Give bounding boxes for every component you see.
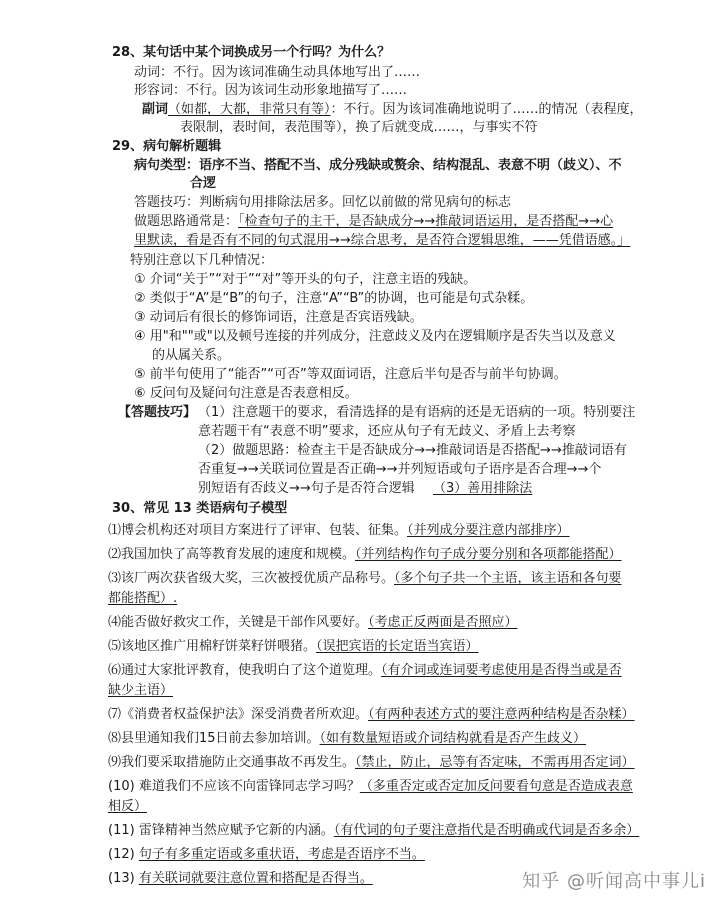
q29-case: ⑥ 反问句及疑问句注意是否表意相反。 bbox=[134, 386, 358, 401]
q30-item-sentence: (13) bbox=[108, 871, 139, 886]
q28-verb: 动词：不行。因为该词准确生动具体地写出了…… bbox=[134, 65, 421, 80]
q30-item bbox=[108, 522, 570, 540]
q28-adj: 形容词：不行。因为该词生动形象地描写了…… bbox=[134, 83, 408, 98]
q30-item-note-cont: 缺少主语） bbox=[108, 683, 174, 698]
q29-case-cont: 的从属关系。 bbox=[152, 348, 231, 363]
q30-item-sentence: ⑵我国加快了高等教育发展的速度和规模。 bbox=[108, 547, 356, 562]
q29-special-intro: 特别注意以下几种情况： bbox=[130, 253, 274, 268]
q30-item-sentence: ⑺《消费者权益保护法》深受消费者所欢迎。 bbox=[108, 707, 369, 722]
q30-item-sentence: ⑹通过大家批评教育，使我明白了这个道览理。 bbox=[108, 663, 382, 678]
q29-answer-last: （3）善用排除法 bbox=[432, 481, 533, 496]
q29-case: ④ 用"和""或"以及顿号连接的并列成分，注意歧义及内在逻辑顺序是否失当以及意义 bbox=[134, 329, 616, 344]
q30-item-note: （如有数量短语或介词结构就看是否产生歧义） bbox=[319, 731, 587, 746]
q30-item-sentence: ⑸该地区推广用棉籽饼菜籽饼喂猪。 bbox=[108, 639, 317, 654]
q30-item-sentence: (12) bbox=[108, 847, 139, 862]
q29-case: ① 介词“关于”“对于”“对”等开头的句子，注意主语的残缺。 bbox=[134, 272, 477, 287]
q29-tip: 答题技巧：判断病句用排除法居多。回忆以前做的常见病句的标志 bbox=[134, 195, 512, 210]
q30-item-sentence: (10) 难道我们不应该不向雷锋同志学习吗？ bbox=[108, 779, 360, 794]
q30-item bbox=[108, 614, 518, 632]
q29-types-line1: 病句类型：语序不当、搭配不当、成分残缺或赘余、结构混乱、表意不明（歧义）、不 bbox=[134, 158, 622, 173]
q30-item-note: （并列成分要注意内部排序） bbox=[407, 523, 570, 538]
q30-item-note: （多个句子共一个主语，该主语和各句要 bbox=[394, 571, 622, 586]
q30-item-note-cont: 都能搭配）. bbox=[108, 591, 178, 606]
q29-case: ⑤ 前半句使用了“能否”“可否”等双面词语，注意后半句是否与前半句协调。 bbox=[134, 367, 567, 382]
q30-item-note: （有代词的句子要注意指代是否明确或代词是否多余） bbox=[333, 823, 640, 838]
q30-item-note: （有介词或连词要考虑使用是否得当或是否 bbox=[381, 663, 622, 678]
q29-title: 29、病句解析题辑 bbox=[112, 139, 222, 154]
q30-item-sentence: ⑻县里通知我们15日前去参加培训。 bbox=[108, 731, 320, 746]
q30-item-sentence: ⑴博会机构还对项目方案进行了评审、包装、征集。 bbox=[108, 523, 408, 538]
watermark: 知乎 @听闻高中事儿i bbox=[522, 871, 706, 892]
q29-path-prefix: 做题思路通常是： bbox=[134, 214, 239, 229]
q29-case: ③ 动词后有很长的修饰词语，注意是否宾语残缺。 bbox=[134, 310, 423, 325]
q29-answer-line: 否重复→→关联词位置是否正确→→并列短语或句子语序是否合理→→个 bbox=[198, 462, 602, 477]
q29-answer-line bbox=[198, 480, 532, 498]
q30-item-sentence: ⑷能否做好救灾工作，关键是干部作风要好。 bbox=[108, 615, 369, 630]
q30-item-sentence: ⑶该厂两次获省级大奖，三次被授优质产品称号。 bbox=[108, 571, 395, 586]
q30-item-note: （禁止，防止，忌等有否定味，不需再用否定词） bbox=[355, 755, 635, 770]
q30-item-note: 句子有多重定语或多重状语，考虑是否语序不当。 bbox=[138, 847, 425, 862]
q29-case: ② 类似于“A”是“B”的句子，注意“A”“B”的协调，也可能是句式杂糅。 bbox=[134, 291, 534, 306]
q30-item-note-cont: 相反） bbox=[108, 799, 148, 814]
q29-answer-line: 意若题干有“表意不明”要求，还应从句子有无歧义、矛盾上去考察 bbox=[198, 424, 576, 439]
q29-path-text1: 「检查句子的主干，是否缺成分→→推敲词语运用，是否搭配→→心 bbox=[238, 214, 614, 229]
q30-item-sentence: (11) 雷锋精神当然应赋予它新的内涵。 bbox=[108, 823, 334, 838]
q30-item-note: （误把宾语的长定语当宾语） bbox=[316, 639, 479, 654]
q29-answer-line: （1）注意题干的要求，看清选择的是有语病的还是无语病的一项。特别要注 bbox=[198, 405, 636, 420]
q28-title: 28、某句话中某个词换成另一个行吗？为什么？ bbox=[112, 45, 391, 60]
q30-item bbox=[108, 822, 639, 840]
q30-item-note: （考虑正反两面是否照应） bbox=[368, 615, 518, 630]
q30-item bbox=[108, 754, 635, 772]
q30-item bbox=[108, 730, 586, 748]
q29-path-line2: 里默读，看是否有不同的句式混用→→综合思考，是否符合逻辑思维，——凭借语感。」 bbox=[134, 233, 631, 248]
q30-item bbox=[108, 870, 373, 888]
q30-item-note: （并列结构作句子成分要分别和各项都能搭配） bbox=[355, 547, 622, 562]
q30-item bbox=[108, 570, 622, 588]
q28-adv-cont: 表限制，表时间，表范围等），换了后就变成……，与事实不符 bbox=[180, 120, 538, 135]
q30-item-note: （有两种表述方式的要注意两种结构是否杂糅） bbox=[368, 707, 635, 722]
q30-item bbox=[108, 846, 425, 864]
q29-path-line1 bbox=[134, 213, 613, 231]
q30-item bbox=[108, 706, 635, 724]
q29-answer-line: （2）做题思路：检查主干是否缺成分→→推敲词语是否搭配→→推敲词语有 bbox=[198, 443, 627, 458]
q30-item bbox=[108, 662, 622, 680]
q29-types-line2: 合逻 bbox=[190, 176, 217, 191]
q30-item bbox=[108, 638, 479, 656]
q30-item bbox=[108, 778, 633, 796]
q29-answer-label: 【答题技巧】 bbox=[118, 405, 197, 420]
q30-item-sentence: ⑼我们要采取措施防止交通事故不再发生。 bbox=[108, 755, 356, 770]
q30-title: 30、常见 13 类语病句子模型 bbox=[112, 501, 288, 516]
q28-adv-paren: （如都，大都，非常只有等） bbox=[168, 102, 331, 117]
q28-adv bbox=[142, 101, 643, 119]
q29-answer-line5: 别短语有否歧义→→句子是否符合逻辑 bbox=[198, 481, 415, 496]
q28-adv-rest: ：不行。因为该词准确地说明了……的情况（表程度， bbox=[330, 102, 643, 117]
q30-item bbox=[108, 546, 622, 564]
q30-item-note: 有关联词就要注意位置和搭配是否得当。 bbox=[138, 871, 373, 886]
q30-item-note: （多重否定或否定加反问要看句意是否造成表意 bbox=[359, 779, 633, 794]
q28-adv-label: 副词 bbox=[142, 102, 169, 117]
